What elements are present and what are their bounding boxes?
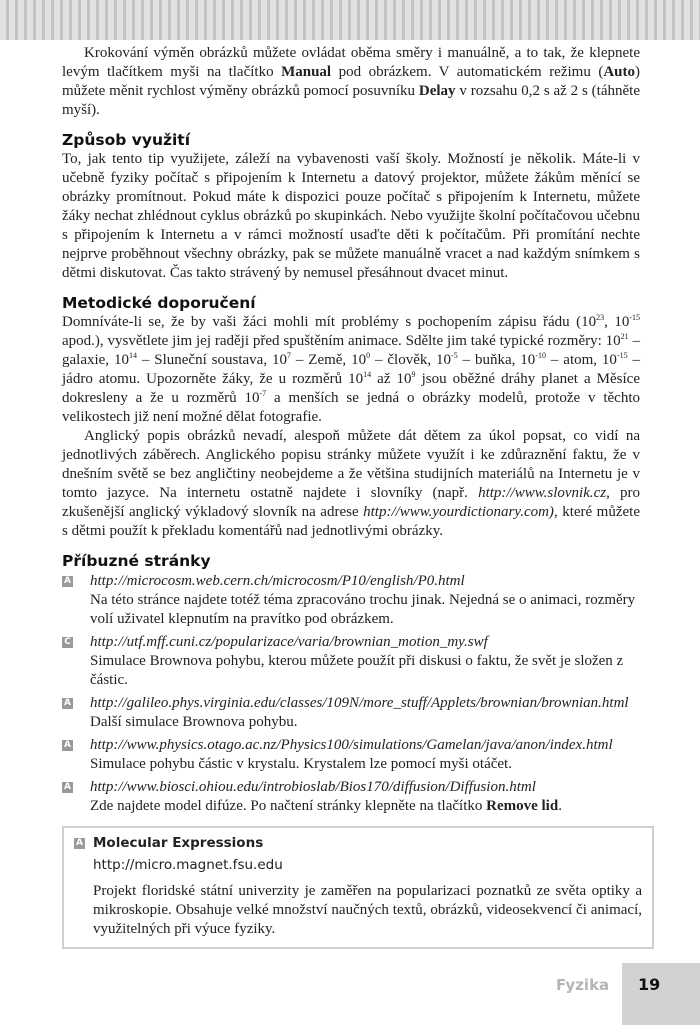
featured-site-box (62, 826, 654, 949)
related-link-url[interactable]: http://www.physics.otago.ac.nz/Physics100/simulations/Gamelan/java/anon/index.html (90, 737, 613, 753)
related-link-url[interactable]: http://galileo.phys.virginia.edu/classes/109N/more_stuff/Applets/brownian/brownian.html (90, 695, 629, 711)
text-run: To, jak tento tip využijete, záleží na vybavenosti vaší školy. Možností je několik. Máte-li v učebně fyziky počítač s připojením k Internetu a datový projektor, můžete žákům měnící se obrázky promítnout. Pokud máte k dispozici pouze počítač s připojením k Internetu, můžete žáky nechat zhlédnout cyklus obrázků po skupinkách. Nebo využijte školní počítačovou učebnu s připojením k Internetu a v rámci možností usaďte děti k počítačům. Při promítání nechte nejprve proběhnout všechny obrázky, pak se můžete manuálně vracet a nad každým snímkem s dětmi diskutovat. Čas takto strávený by nemusel přesáhnout dvacet minut. (62, 151, 640, 281)
page-number-box (622, 963, 700, 1025)
featured-site-title: Molecular Expressions (93, 835, 264, 851)
text-run: Další simulace Brownova pohybu. (90, 714, 298, 730)
inline-link[interactable]: http://www.slovnik.cz (478, 485, 607, 501)
method-paragraph-2 (62, 427, 640, 541)
exponent: 14 (363, 370, 372, 379)
text-run: pod obrázkem. V automatickém režimu ( (331, 64, 604, 80)
inline-link[interactable]: http://www.yourdictionary.com) (363, 504, 554, 520)
related-link-item (62, 572, 640, 629)
related-link-item (62, 736, 640, 774)
exponent: 23 (596, 313, 605, 322)
text-run: – Sluneční soustava, 10 (136, 352, 287, 368)
text-run: – jádro atomu. Upozorněte žáky, že u rozměrů 10 (62, 352, 641, 387)
language-badge: A (74, 838, 85, 849)
text-run: Krokování výměn obrázků můžete ovládat oběma směry i manuálně, a to tak, že klepnete levým tlačítkem myši na tlačítko (62, 45, 640, 80)
bold-term: Delay (418, 83, 456, 99)
intro-paragraph (62, 44, 640, 120)
exponent: -5 (451, 351, 458, 360)
related-link-url[interactable]: http://www.biosci.ohiou.edu/introbioslab/Bios170/diffusion/Diffusion.html (90, 779, 536, 795)
page-footer (0, 963, 700, 1025)
text-run: Simulace pohybu částic v krystalu. Krystalem lze pomocí myši otáčet. (90, 756, 512, 772)
text-run: a menších se jedná o obrázky modelů, protože v těchto velikostech již není možné dělat fotografie. (62, 390, 640, 425)
exponent: -15 (616, 351, 628, 360)
language-badge: A (62, 782, 73, 793)
related-link-url[interactable]: http://microcosm.web.cern.ch/microcosm/P10/english/P0.html (90, 573, 465, 589)
featured-site-description (93, 882, 642, 939)
language-badge: Č (62, 637, 73, 648)
language-badge: A (62, 698, 73, 709)
page-content (62, 0, 640, 949)
text-run: Projekt floridské státní univerzity je zaměřen na popularizaci poznatků ze světa optiky a mikroskopie. Obsahuje velké množství naučných textů, obrázků, videosekvencí či animací, využitelných při výuce fyziky. (93, 883, 642, 937)
text-run: – buňka, 10 (457, 352, 536, 368)
related-links-list (62, 572, 640, 816)
text-run: – Země, 10 (290, 352, 367, 368)
related-link-description (90, 714, 297, 730)
bold-term: Manual (281, 64, 332, 80)
text-run: v rozsahu 0,2 s až 2 s (táhněte myší). (62, 83, 640, 118)
related-link-description (90, 653, 623, 688)
bold-term: Auto (603, 64, 635, 80)
text-run: Zde najdete model difúze. Po načtení stránky klepněte na tlačítko (90, 798, 487, 814)
text-run: jsou oběžné dráhy planet a Měsíce dokresleny a že u rozměrů 10 (62, 371, 640, 406)
exponent: 9 (411, 370, 416, 379)
related-link-description (90, 592, 635, 627)
text-run: – galaxie, 10 (62, 333, 640, 368)
related-link-item (62, 633, 640, 690)
related-link-description (90, 756, 512, 772)
text-run: Anglický popis obrázků nevadí, alespoň můžete dát dětem za úkol popsat, co vidí na jednotlivých záběrech. Anglického popisu stránky můžete využít i ke zdůraznění faktu, že v dnešním světě se bez angličtiny neobejdeme a že většina studijních materiálů na Internetu je v tomto jazyce. Na internetu ostatně najdete i slovníky (např. (62, 428, 640, 501)
exponent: -10 (535, 351, 546, 360)
method-heading: Metodické doporučení (62, 294, 256, 312)
language-badge: A (62, 576, 73, 587)
subject-label: Fyzika (556, 976, 610, 994)
exponent: 21 (620, 332, 629, 341)
related-heading: Příbuzné stránky (62, 552, 211, 570)
text-run: . (558, 798, 562, 814)
language-badge: A (62, 740, 73, 751)
related-link-item (62, 694, 640, 732)
text-run: , 10 (604, 314, 630, 330)
related-link-url[interactable]: http://utf.mff.cuni.cz/popularizace/varia/brownian_motion_my.swf (90, 634, 488, 650)
usage-heading: Způsob využití (62, 131, 191, 149)
page-number: 19 (638, 975, 661, 994)
usage-paragraph (62, 150, 640, 283)
featured-site-link[interactable]: http://micro.magnet.fsu.edu (93, 857, 283, 873)
related-link-item (62, 778, 640, 816)
text-run: Simulace Brownova pohybu, kterou můžete použít při diskusi o faktu, že svět je složen z částic. (90, 653, 624, 688)
exponent: 0 (366, 351, 371, 360)
text-run: apod.), vysvětlete jim jej raději před spuštěním animace. Sdělte jim také typické rozměry: 10 (62, 333, 621, 349)
text-run: ) můžete měnit rychlost výměny obrázků pomocí posuvníku (62, 64, 640, 99)
bold-term: Remove lid (486, 798, 559, 814)
exponent: -15 (629, 313, 641, 322)
related-link-description (90, 798, 562, 814)
text-run: , pro zkušenější anglický výkladový slovník na adrese (62, 485, 640, 520)
exponent: -7 (259, 389, 267, 398)
text-run: , které můžete s dětmi použít k překladu komentářů nad jednotlivými obrázky. (62, 504, 640, 539)
text-run: až 10 (371, 371, 412, 387)
text-run: – atom, 10 (545, 352, 617, 368)
exponent: 7 (286, 351, 291, 360)
method-paragraph-1 (62, 313, 640, 427)
text-run: Na této stránce najdete totéž téma zpracováno trochu jinak. Nejedná se o animaci, rozměry volí uživatel klepnutím na pravítko pod obrázkem. (90, 592, 636, 627)
exponent: 14 (128, 351, 137, 360)
text-run: – člověk, 10 (370, 352, 452, 368)
text-run: Domníváte-li se, že by vaši žáci mohli mít problémy s pochopením zápisu řádu (10 (62, 314, 597, 330)
